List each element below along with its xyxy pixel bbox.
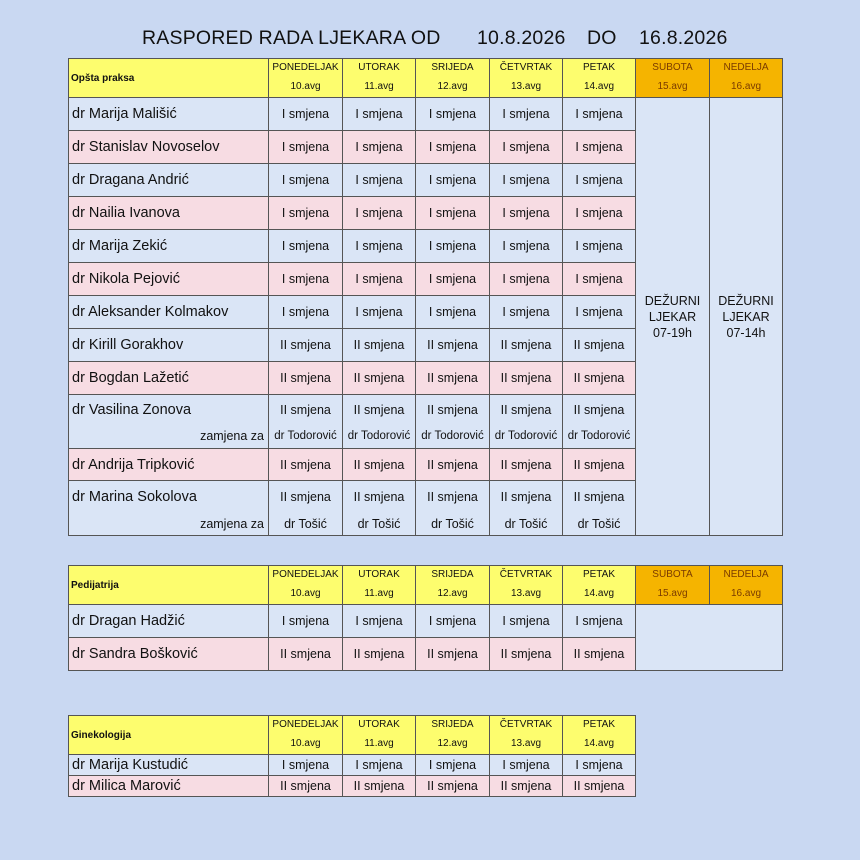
header-text: DEŽURNI	[718, 293, 774, 308]
shift-cell: I smjena	[269, 605, 343, 638]
shift-cell: I smjena	[490, 131, 563, 164]
replacement-cell: dr Todorović	[343, 425, 416, 449]
doctor-name: dr Dragana Andrić	[69, 164, 269, 197]
shift-cell: I smjena	[269, 755, 343, 776]
shift-cell: II smjena	[490, 776, 563, 797]
shift-cell: I smjena	[269, 164, 343, 197]
header-text: UTORAK	[358, 62, 400, 73]
shift-cell: I smjena	[490, 164, 563, 197]
shift-cell: I smjena	[563, 263, 636, 296]
shift-cell: I smjena	[416, 755, 490, 776]
header-text: SRIJEDA	[431, 62, 474, 73]
shift-cell: I smjena	[563, 98, 636, 131]
header-text: PONEDELJAK	[272, 719, 339, 730]
header-text: LJEKAR	[722, 309, 770, 324]
shift-cell: I smjena	[343, 98, 416, 131]
day-header	[416, 59, 490, 98]
doctor-name: dr Marija Zekić	[69, 230, 269, 263]
shift-cell: II smjena	[343, 481, 416, 513]
day-header	[490, 716, 563, 755]
shift-cell: II smjena	[563, 449, 636, 481]
header-text: 11.avg	[364, 588, 394, 599]
shift-cell: II smjena	[269, 638, 343, 671]
doctor-name: dr Marija Mališić	[69, 98, 269, 131]
day-header	[343, 59, 416, 98]
shift-cell: I smjena	[416, 98, 490, 131]
shift-cell: I smjena	[343, 296, 416, 329]
section-title: Pedijatrija	[69, 566, 269, 605]
shift-cell: II smjena	[343, 362, 416, 395]
header-text: LJEKAR	[648, 309, 697, 324]
doctor-name: dr Vasilina Zonova	[69, 395, 269, 425]
header-row	[69, 566, 783, 605]
header-text: SUBOTA	[652, 62, 693, 73]
shift-cell: II smjena	[416, 776, 490, 797]
section-title: Ginekologija	[69, 716, 269, 755]
shift-cell: II smjena	[269, 362, 343, 395]
shift-cell: I smjena	[343, 164, 416, 197]
doctor-name: dr Marija Kustudić	[69, 755, 269, 776]
replacement-label: zamjena za	[69, 513, 269, 536]
saturday-duty-cell	[636, 98, 710, 536]
weekend-day-header	[710, 566, 783, 605]
day-header	[563, 566, 636, 605]
header-text: ČETVRTAK	[499, 569, 553, 580]
shift-cell: I smjena	[416, 197, 490, 230]
header-text: 12.avg	[437, 588, 468, 599]
doctor-name: dr Aleksander Kolmakov	[69, 296, 269, 329]
schedule-title	[0, 27, 860, 53]
shift-cell: I smjena	[563, 605, 636, 638]
header-text: 10.avg	[290, 81, 321, 92]
doctor-name: dr Bogdan Lažetić	[69, 362, 269, 395]
shift-cell: I smjena	[343, 131, 416, 164]
shift-cell: I smjena	[343, 755, 416, 776]
shift-cell: II smjena	[269, 395, 343, 425]
shift-cell: I smjena	[416, 263, 490, 296]
header-text: ČETVRTAK	[499, 62, 553, 73]
table-ginekologija	[68, 715, 636, 797]
shift-cell: I smjena	[269, 296, 343, 329]
table-opsta-praksa	[68, 58, 783, 536]
shift-cell: I smjena	[343, 263, 416, 296]
header-text: 15.avg	[657, 588, 688, 599]
header-row	[69, 59, 783, 98]
header-text: 14.avg	[583, 738, 615, 749]
replacement-cell: dr Todorović	[490, 425, 563, 449]
shift-cell: II smjena	[343, 776, 416, 797]
day-header	[416, 566, 490, 605]
shift-cell: II smjena	[490, 329, 563, 362]
shift-cell: II smjena	[343, 638, 416, 671]
shift-cell: I smjena	[490, 98, 563, 131]
header-text: PETAK	[582, 569, 616, 580]
shift-cell: II smjena	[269, 449, 343, 481]
shift-cell: II smjena	[563, 776, 636, 797]
shift-cell: II smjena	[343, 329, 416, 362]
doctor-name: dr Nikola Pejović	[69, 263, 269, 296]
shift-cell: I smjena	[563, 296, 636, 329]
table-row	[69, 98, 783, 131]
day-header	[343, 716, 416, 755]
section-title: Opšta praksa	[69, 59, 269, 98]
shift-cell: I smjena	[416, 296, 490, 329]
header-text: 13.avg	[510, 81, 542, 92]
header-text: 14.avg	[583, 81, 615, 92]
header-text: PONEDELJAK	[272, 569, 339, 580]
sunday-duty-cell	[710, 98, 783, 536]
doctor-name: dr Nailia Ivanova	[69, 197, 269, 230]
doctor-name: dr Kirill Gorakhov	[69, 329, 269, 362]
doctor-name: dr Marina Sokolova	[69, 481, 269, 513]
header-text: 07-19h	[653, 325, 692, 340]
shift-cell: II smjena	[269, 329, 343, 362]
shift-cell: I smjena	[490, 230, 563, 263]
doctor-name: dr Dragan Hadžić	[69, 605, 269, 638]
shift-cell: II smjena	[416, 638, 490, 671]
header-text: PETAK	[582, 719, 616, 730]
doctor-name: dr Stanislav Novoselov	[69, 131, 269, 164]
replacement-cell: dr Todorović	[563, 425, 636, 449]
shift-cell: I smjena	[563, 230, 636, 263]
shift-cell: I smjena	[269, 230, 343, 263]
doctor-name: dr Milica Marović	[69, 776, 269, 797]
day-header	[269, 59, 343, 98]
shift-cell: II smjena	[269, 776, 343, 797]
day-header	[269, 566, 343, 605]
doctor-name: dr Andrija Tripković	[69, 449, 269, 481]
shift-cell: I smjena	[416, 605, 490, 638]
shift-cell: I smjena	[563, 131, 636, 164]
table-row	[69, 755, 636, 776]
shift-cell: I smjena	[490, 197, 563, 230]
shift-cell: I smjena	[269, 131, 343, 164]
table-row	[69, 776, 636, 797]
weekend-day-header	[636, 566, 710, 605]
header-text: SUBOTA	[652, 569, 693, 580]
day-header	[269, 716, 343, 755]
replacement-cell: dr Tošić	[269, 513, 343, 536]
shift-cell: II smjena	[343, 449, 416, 481]
shift-cell: II smjena	[563, 362, 636, 395]
doctor-name: dr Sandra Bošković	[69, 638, 269, 671]
replacement-cell: dr Tošić	[416, 513, 490, 536]
title-do: DO	[587, 27, 617, 49]
weekend-day-header	[710, 59, 783, 98]
day-header	[416, 716, 490, 755]
shift-cell: II smjena	[490, 395, 563, 425]
header-text: 12.avg	[437, 81, 468, 92]
title-from-date: 10.8.2026	[477, 27, 566, 49]
title-to-date: 16.8.2026	[639, 27, 728, 49]
shift-cell: I smjena	[563, 164, 636, 197]
weekend-day-header	[636, 59, 710, 98]
table-pedijatrija	[68, 565, 783, 671]
header-text: 11.avg	[364, 81, 394, 92]
shift-cell: I smjena	[490, 296, 563, 329]
shift-cell: I smjena	[416, 164, 490, 197]
header-text: PETAK	[582, 62, 616, 73]
shift-cell: I smjena	[490, 605, 563, 638]
shift-cell: I smjena	[343, 197, 416, 230]
day-header	[563, 59, 636, 98]
header-text: ČETVRTAK	[499, 719, 553, 730]
header-text: UTORAK	[358, 569, 400, 580]
header-text: NEDELJA	[723, 62, 769, 73]
header-text: 10.avg	[290, 738, 321, 749]
replacement-cell: dr Todorović	[269, 425, 343, 449]
shift-cell: I smjena	[490, 263, 563, 296]
shift-cell: II smjena	[343, 395, 416, 425]
header-text: 13.avg	[510, 588, 542, 599]
table-row	[69, 605, 783, 638]
day-header	[563, 716, 636, 755]
day-header	[343, 566, 416, 605]
header-text: PONEDELJAK	[272, 62, 339, 73]
header-text: SRIJEDA	[431, 569, 474, 580]
replacement-cell: dr Todorović	[416, 425, 490, 449]
shift-cell: I smjena	[269, 263, 343, 296]
shift-cell: II smjena	[416, 395, 490, 425]
header-text: SRIJEDA	[431, 719, 474, 730]
header-text: DEŽURNI	[644, 293, 701, 308]
shift-cell: II smjena	[563, 395, 636, 425]
header-text: 16.avg	[730, 588, 762, 599]
header-text: 13.avg	[510, 738, 542, 749]
day-header	[490, 59, 563, 98]
replacement-label: zamjena za	[69, 425, 269, 449]
shift-cell: II smjena	[490, 638, 563, 671]
weekend-empty-cell	[636, 605, 783, 671]
shift-cell: II smjena	[563, 481, 636, 513]
shift-cell: II smjena	[416, 481, 490, 513]
shift-cell: I smjena	[563, 755, 636, 776]
shift-cell: II smjena	[490, 481, 563, 513]
shift-cell: I smjena	[269, 197, 343, 230]
shift-cell: I smjena	[490, 755, 563, 776]
day-header	[490, 566, 563, 605]
shift-cell: II smjena	[490, 362, 563, 395]
shift-cell: I smjena	[416, 230, 490, 263]
header-text: 15.avg	[657, 81, 688, 92]
header-text: 10.avg	[290, 588, 321, 599]
shift-cell: II smjena	[563, 638, 636, 671]
header-text: UTORAK	[358, 719, 400, 730]
shift-cell: I smjena	[343, 605, 416, 638]
header-text: 14.avg	[583, 588, 615, 599]
shift-cell: II smjena	[416, 449, 490, 481]
shift-cell: II smjena	[269, 481, 343, 513]
shift-cell: II smjena	[563, 329, 636, 362]
replacement-cell: dr Tošić	[490, 513, 563, 536]
shift-cell: I smjena	[563, 197, 636, 230]
replacement-cell: dr Tošić	[563, 513, 636, 536]
shift-cell: II smjena	[416, 329, 490, 362]
shift-cell: I smjena	[269, 98, 343, 131]
replacement-cell: dr Tošić	[343, 513, 416, 536]
shift-cell: II smjena	[490, 449, 563, 481]
header-text: 11.avg	[364, 738, 394, 749]
title-prefix: RASPORED RADA LJEKARA OD	[142, 27, 441, 49]
shift-cell: I smjena	[343, 230, 416, 263]
shift-cell: II smjena	[416, 362, 490, 395]
header-text: NEDELJA	[723, 569, 769, 580]
header-text: 12.avg	[437, 738, 468, 749]
shift-cell: I smjena	[416, 131, 490, 164]
header-text: 07-14h	[726, 325, 766, 340]
header-row	[69, 716, 636, 755]
header-text: 16.avg	[730, 81, 762, 92]
